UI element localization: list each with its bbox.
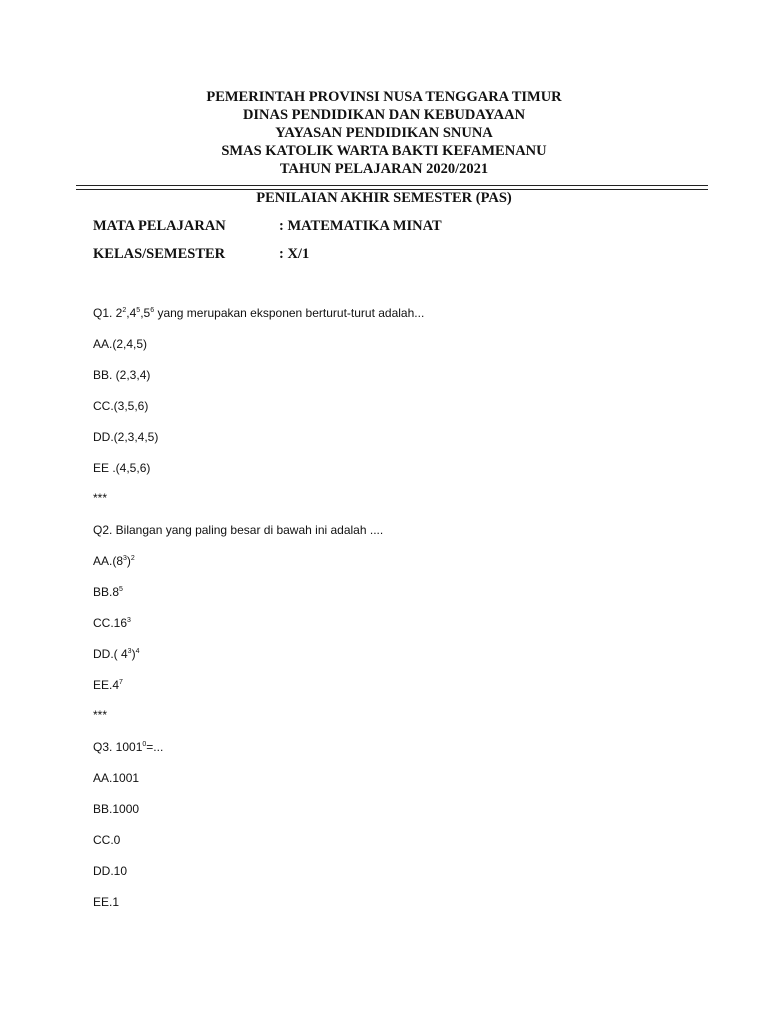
header-line-department: DINAS PENDIDIKAN DAN KEBUDAYAAN bbox=[242, 107, 526, 123]
class-label: KELAS/SEMESTER bbox=[93, 246, 226, 262]
q1-separator: *** bbox=[93, 491, 108, 505]
q2-option-e: $EE.4^7$ bbox=[93, 678, 123, 692]
question-2: Q2. Bilangan yang paling besar di bawah ini adalah .... bbox=[93, 523, 384, 537]
q3-option-d: DD.10 bbox=[93, 864, 128, 878]
q3-option-c: CC.0 bbox=[93, 833, 121, 847]
q1-option-e: EE .(4,5,6) bbox=[93, 461, 151, 475]
subject-label: MATA PELAJARAN bbox=[93, 218, 226, 234]
subject-value: : MATEMATIKA MINAT bbox=[279, 218, 442, 234]
exam-title: PENILAIAN AKHIR SEMESTER (PAS) bbox=[256, 190, 512, 206]
header-line-year: TAHUN PELAJARAN 2020/2021 bbox=[279, 161, 489, 177]
q3-option-e: EE.1 bbox=[93, 895, 120, 909]
q2-option-a: $AA.(8^3)^2$ bbox=[93, 554, 135, 568]
letterhead bbox=[0, 88, 768, 178]
header-divider-top bbox=[76, 185, 708, 186]
q2-option-b: $BB.8^5$ bbox=[93, 585, 123, 599]
q2-separator: *** bbox=[93, 708, 108, 722]
q1-option-d: DD.(2,3,4,5) bbox=[93, 430, 159, 444]
q3-option-a: AA.1001 bbox=[93, 771, 140, 785]
question-1: Q1. $2^2,4^5,5^6$ yang merupakan eksponen berturut-turut adalah... bbox=[93, 306, 425, 320]
header-line-government: PEMERINTAH PROVINSI NUSA TENGGARA TIMUR bbox=[206, 89, 562, 105]
q2-option-c: $CC.16^3$ bbox=[93, 616, 131, 630]
q1-option-b: BB. (2,3,4) bbox=[93, 368, 151, 382]
q2-option-d: DD.( $4^3)^4$ bbox=[93, 647, 140, 661]
question-3: Q3. $1001^0=$... bbox=[93, 740, 164, 754]
q1-option-c: CC.(3,5,6) bbox=[93, 399, 149, 413]
q1-option-a: AA.(2,4,5) bbox=[93, 337, 148, 351]
header-line-school: SMAS KATOLIK WARTA BAKTI KEFAMENANU bbox=[221, 143, 547, 159]
header-line-foundation: YAYASAN PENDIDIKAN SNUNA bbox=[275, 125, 493, 141]
q3-option-b: BB.1000 bbox=[93, 802, 140, 816]
class-value: : X/1 bbox=[279, 246, 310, 262]
